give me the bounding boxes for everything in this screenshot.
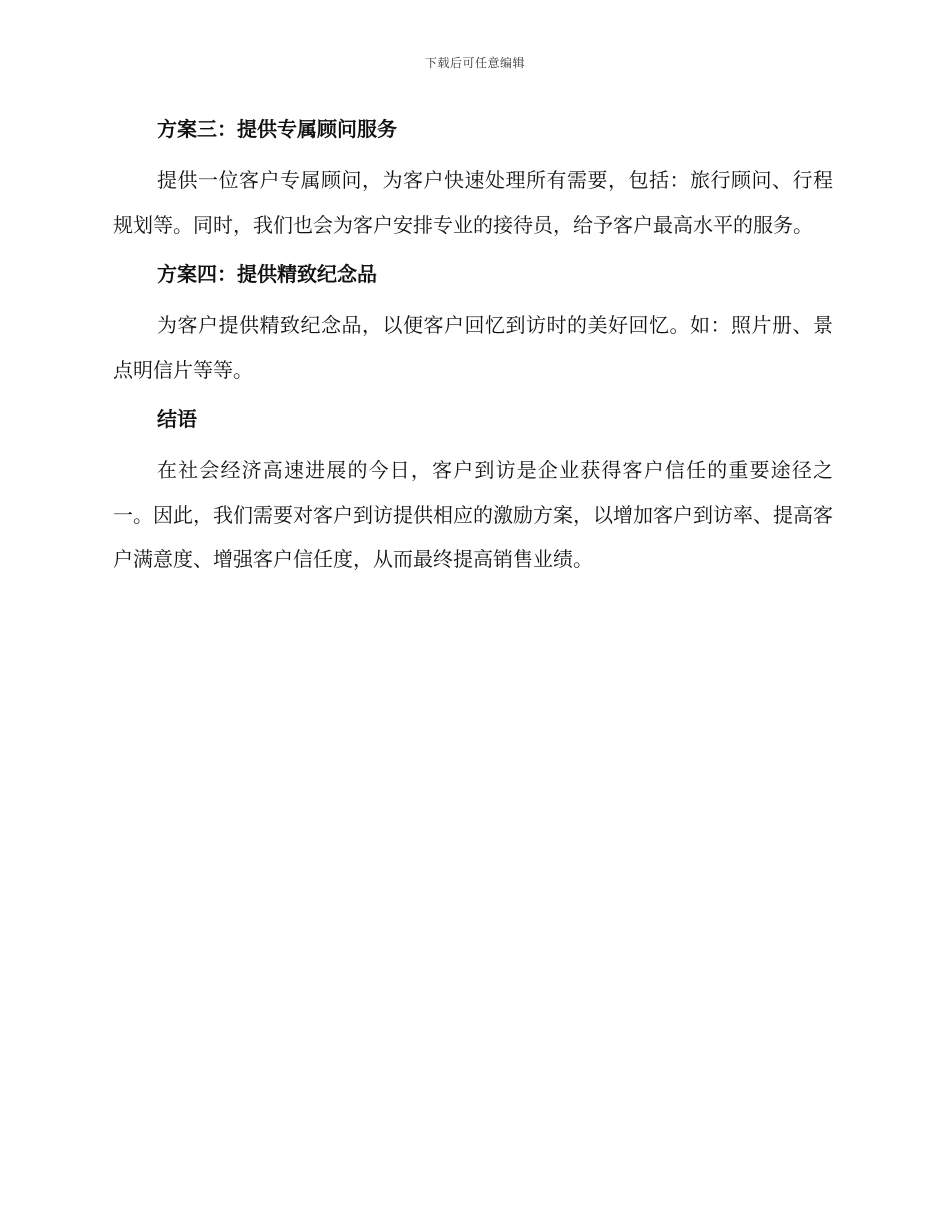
section-heading-plan-three: 方案三：提供专属顾问服务 [157,117,397,141]
header-note: 下载后可任意编辑 [424,56,525,70]
section-paragraph-conclusion: 在社会经济高速进展的今日，客户到访是企业获得客户信任的重要途径之一。因此，我们需要对客户到访提供相应的激励方案，以增加客户到访率、提高客户满意度、增强客户信任度，从而最终提高销售业绩。 [113,458,833,571]
document-body [113,110,833,582]
section-paragraph-plan-three: 提供一位客户专属顾问，为客户快速处理所有需要，包括：旅行顾问、行程规划等。同时，我们也会为客户安排专业的接待员，给予客户最高水平的服务。 [113,168,833,237]
section-paragraph-plan-four: 为客户提供精致纪念品，以便客户回忆到访时的美好回忆。如：照片册、景点明信片等等。 [113,313,833,382]
section-heading-plan-four: 方案四：提供精致纪念品 [157,262,377,286]
section-heading-conclusion: 结语 [157,407,197,431]
